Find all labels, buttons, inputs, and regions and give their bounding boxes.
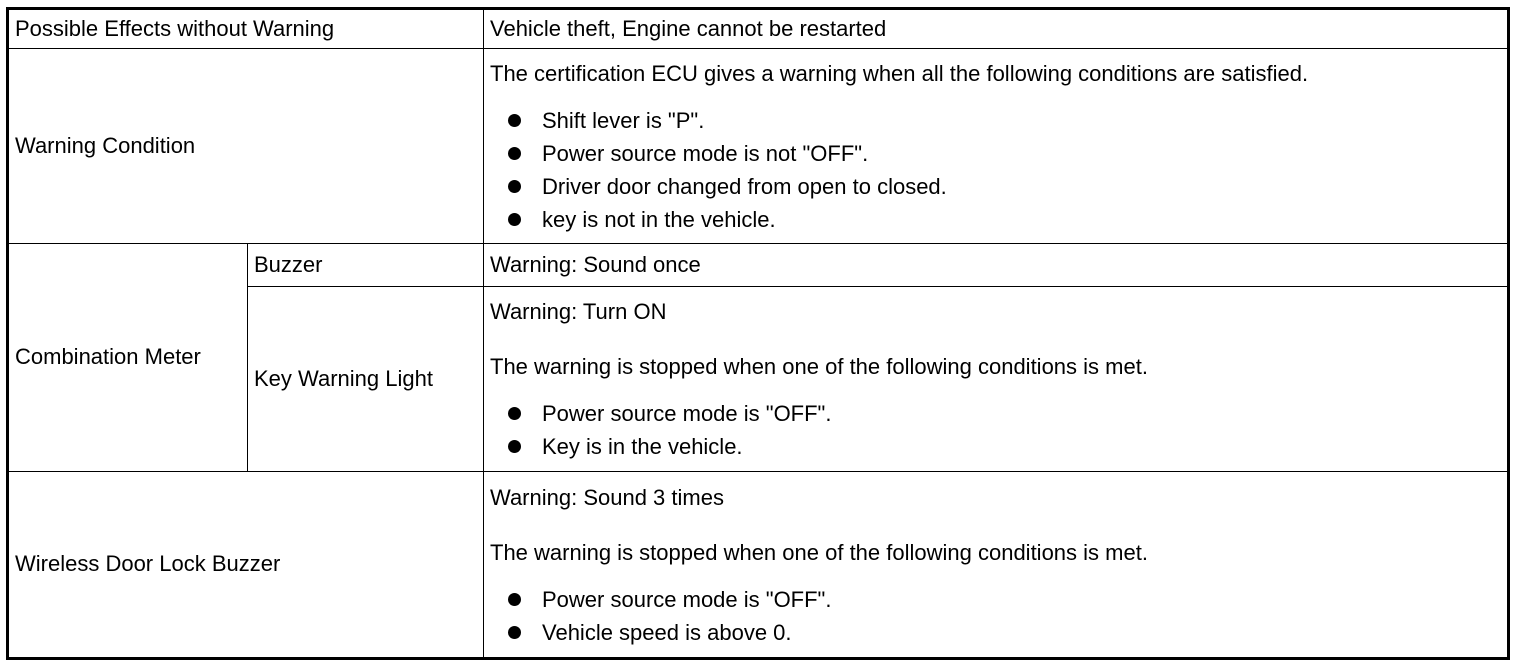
list-item: Power source mode is "OFF". [508, 397, 1501, 430]
wireless-door-lock-buzzer-label: Wireless Door Lock Buzzer [8, 472, 484, 659]
row-buzzer [8, 244, 1509, 287]
buzzer-value: Warning: Sound once [484, 244, 1509, 287]
warning-condition-list [490, 104, 1501, 236]
key-warning-light-intro: The warning is stopped when one of the following conditions is met. [490, 354, 1148, 379]
warning-condition-label: Warning Condition [8, 49, 484, 244]
list-item: Driver door changed from open to closed. [508, 170, 1501, 203]
buzzer-label: Buzzer [248, 244, 484, 287]
row-wireless-door-lock-buzzer [8, 472, 1509, 659]
wireless-door-lock-buzzer-list [490, 583, 1501, 649]
key-warning-light-description [484, 287, 1509, 472]
wireless-door-lock-buzzer-description [484, 472, 1509, 659]
key-warning-light-label: Key Warning Light [248, 287, 484, 472]
warning-condition-intro: The certification ECU gives a warning when all the following conditions are satisfied. [490, 60, 1309, 86]
list-item: Power source mode is not "OFF". [508, 137, 1501, 170]
list-item: key is not in the vehicle. [508, 203, 1501, 236]
wireless-door-lock-buzzer-intro: The warning is stopped when one of the following conditions is met. [490, 539, 1148, 565]
warning-table [6, 7, 1510, 660]
possible-effects-label: Possible Effects without Warning [8, 9, 484, 49]
possible-effects-value: Vehicle theft, Engine cannot be restarted [484, 9, 1509, 49]
list-item: Shift lever is "P". [508, 104, 1501, 137]
list-item: Key is in the vehicle. [508, 430, 1501, 463]
key-warning-light-value: Warning: Turn ON [490, 299, 667, 324]
list-item: Power source mode is "OFF". [508, 583, 1501, 616]
warning-document [6, 7, 1507, 657]
key-warning-light-list [490, 397, 1501, 463]
warning-condition-description [484, 49, 1509, 244]
wireless-door-lock-buzzer-value: Warning: Sound 3 times [490, 484, 724, 510]
combination-meter-label: Combination Meter [8, 244, 248, 472]
row-warning-condition [8, 49, 1509, 244]
list-item: Vehicle speed is above 0. [508, 616, 1501, 649]
row-possible-effects [8, 9, 1509, 49]
